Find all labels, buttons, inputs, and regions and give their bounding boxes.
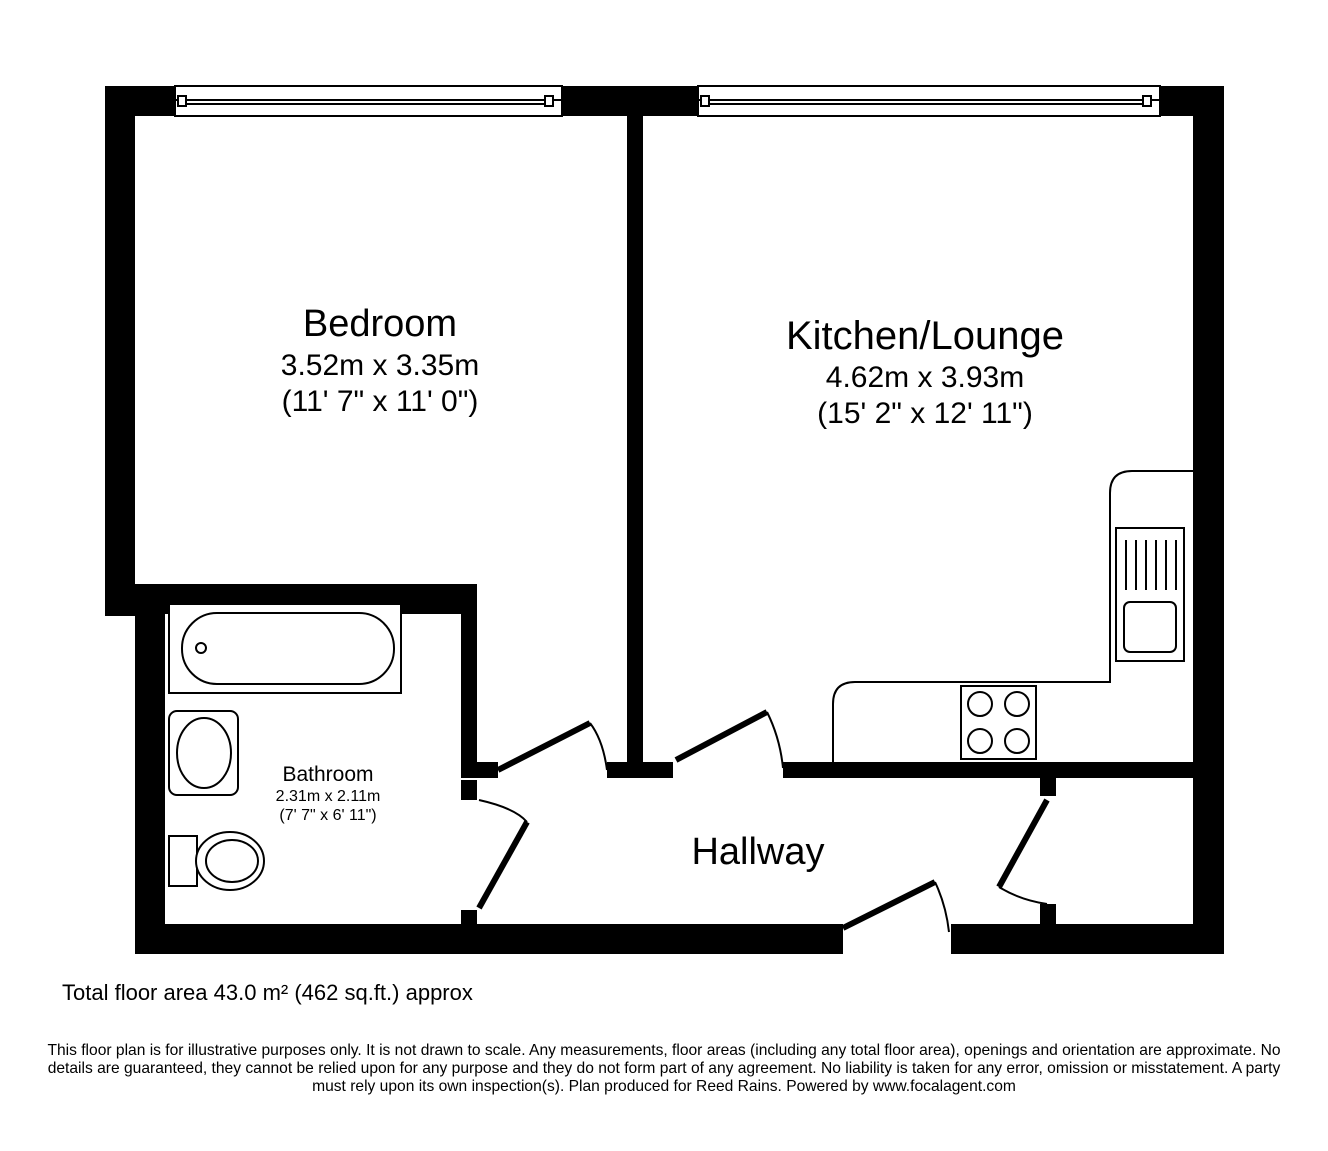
interior-walls (461, 116, 1193, 928)
kitchen-lounge-imperial: (15' 2" x 12' 11") (817, 397, 1033, 430)
store-door (999, 800, 1047, 904)
kitchen-fixtures (833, 471, 1193, 762)
bathroom-fixtures (169, 604, 401, 890)
kitchen-window (698, 86, 1160, 116)
bathroom-name: Bathroom (282, 763, 374, 786)
toilet-icon (169, 832, 264, 890)
kitchen-lounge-name: Kitchen/Lounge (785, 314, 1064, 358)
disclaimer-text: This floor plan is for illustrative purposes only. It is not drawn to scale. Any measurements, floor areas (including any total floor area), openings and orientation are approximate. No details are guaranteed, they cannot be relied upon for any purpose and they do not form part of any agreement. No liability is taken for any error, omission or misstatement. A party must rely upon its own inspection(s). Plan produced for Reed Rains. Powered by www.focalagent.com (47, 1042, 1281, 1095)
sink-icon (1116, 528, 1184, 661)
total-floor-area: Total floor area 43.0 m² (462 sq.ft.) approx (62, 980, 473, 1005)
bathroom-label (238, 762, 418, 826)
basin-icon (169, 711, 238, 795)
bathroom-imperial: (7' 7" x 6' 11") (279, 807, 377, 825)
bathroom-metric: 2.31m x 2.11m (275, 788, 381, 806)
kitchen-lounge-label (745, 312, 1105, 432)
bedroom-door (498, 723, 607, 770)
hallway-name: Hallway (691, 831, 825, 873)
bedroom-imperial: (11' 7" x 11' 0") (281, 384, 479, 418)
hob-icon (961, 686, 1036, 759)
bedroom-metric: 3.52m x 3.35m (280, 348, 480, 382)
bath-icon (169, 604, 401, 693)
kitchen-lounge-metric: 4.62m x 3.93m (825, 361, 1025, 394)
bathroom-door (479, 800, 527, 908)
bedroom-label (230, 302, 530, 420)
hallway-label (658, 830, 858, 876)
kitchen-door (676, 712, 783, 768)
bedroom-window (175, 86, 562, 116)
bedroom-name: Bedroom (302, 303, 458, 345)
entrance-door (843, 882, 949, 932)
